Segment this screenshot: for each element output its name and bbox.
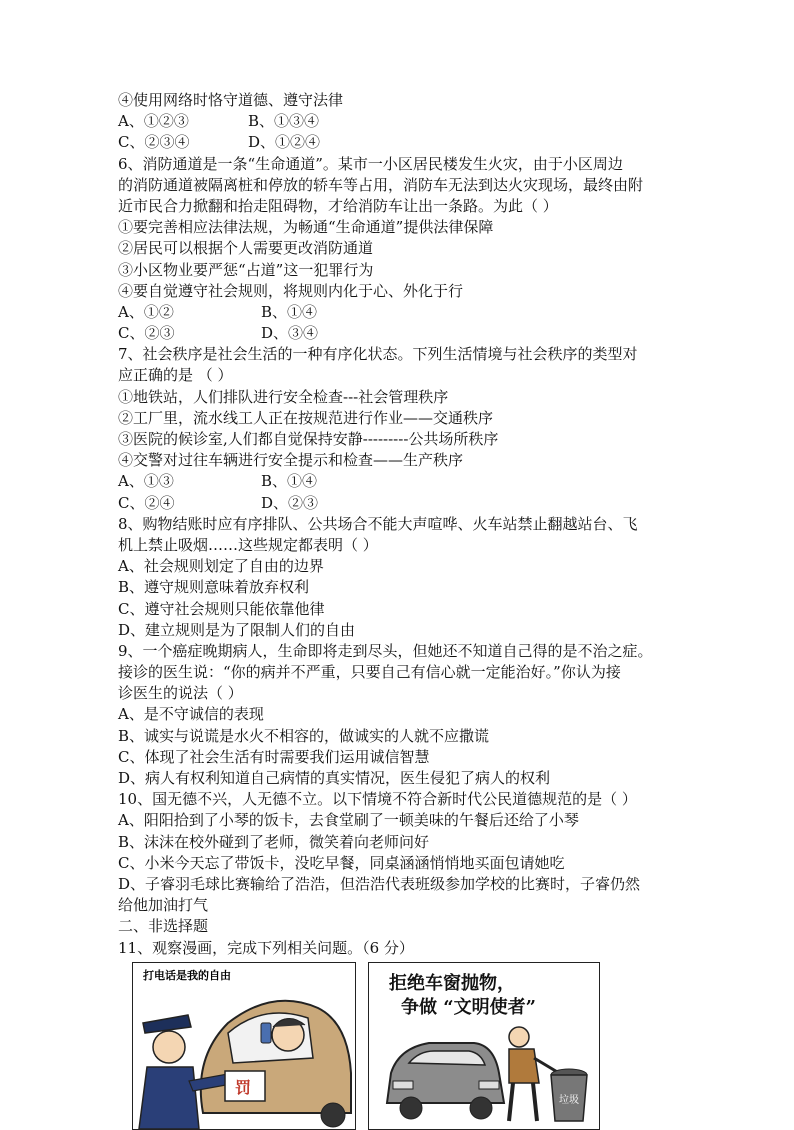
comic-no-littering-illustration — [369, 963, 599, 1129]
text-line: ③小区物业要严惩“占道”这一犯罪行为 — [118, 260, 374, 279]
option-choice: A、①③ — [118, 472, 174, 491]
text-line: B、沫沫在校外碰到了老师，微笑着向老师问好 — [118, 832, 430, 851]
option-choice: C、②③ — [118, 324, 175, 343]
text-line: ①地铁站，人们排队进行安全检查---社会管理秩序 — [118, 387, 449, 406]
text-line: 的消防通道被隔离桩和停放的轿车等占用，消防车无法到达火灾现场，最终由附 — [118, 175, 644, 194]
text-line: A、阳阳拾到了小琴的饭卡，去食堂刷了一顿美味的午餐后还给了小琴 — [118, 811, 579, 830]
comic-phone-driving — [132, 962, 356, 1130]
option-choice: D、②③ — [261, 493, 319, 512]
comic-no-littering — [368, 962, 600, 1130]
text-line: 给他加油打气 — [118, 896, 209, 915]
text-line: B、遵守规则意味着放弃权利 — [118, 578, 310, 597]
text-line: 10、国无德不兴，人无德不立。以下情境不符合新时代公民道德规范的是（ ） — [118, 790, 637, 809]
comic-right-caption-line2: 争做 “文明使者” — [401, 997, 536, 1018]
comic-right-caption-line1: 拒绝车窗抛物， — [389, 973, 515, 994]
text-line: ④交警对过往车辆进行安全提示和检查——生产秩序 — [118, 451, 464, 470]
fine-ticket-text: 罚 — [235, 1080, 252, 1097]
text-line: C、遵守社会规则只能依靠他律 — [118, 599, 325, 618]
comic-phone-driving-illustration — [133, 963, 355, 1129]
text-line: C、小米今天忘了带饭卡，没吃早餐，同桌涵涵悄悄地买面包请她吃 — [118, 853, 565, 872]
option-choice: D、③④ — [261, 324, 319, 343]
text-line: 6、消防通道是一条“生命通道”。某市一小区居民楼发生火灾，由于小区周边 — [118, 154, 623, 173]
option-row — [118, 323, 698, 344]
option-choice: D、①②④ — [248, 133, 321, 152]
option-choice: B、①④ — [261, 472, 318, 491]
text-line: 9、一个癌症晚期病人，生命即将走到尽头，但她还不知道自己得的是不治之症。 — [118, 641, 653, 660]
text-line: ③医院的候诊室,人们都自觉保持安静---------公共场所秩序 — [118, 430, 499, 448]
text-line: D、建立规则是为了限制人们的自由 — [118, 620, 356, 639]
option-row — [118, 132, 698, 153]
text-line: D、病人有权利知道自己病情的真实情况，医生侵犯了病人的权利 — [118, 769, 551, 787]
text-line: B、诚实与说谎是水火不相容的，做诚实的人就不应撒谎 — [118, 726, 490, 745]
text-line: 近市民合力掀翻和抬走阻碍物，才给消防车让出一条路。为此（ ） — [118, 196, 558, 215]
text-line: D、子睿羽毛球比赛输给了浩浩，但浩浩代表班级参加学校的比赛时，子睿仍然 — [118, 874, 641, 893]
option-choice: B、①③④ — [248, 112, 320, 131]
text-line: 诊医生的说法（ ） — [118, 684, 243, 703]
text-line: ①要完善相应法律法规，为畅通“生命通道”提供法律保障 — [118, 218, 494, 237]
text-line: A、社会规则划定了自由的边界 — [118, 557, 324, 576]
text-line: 7、社会秩序是社会生活的一种有序化状态。下列生活情境与社会秩序的类型对 — [118, 345, 638, 364]
option-choice: C、②③④ — [118, 133, 190, 152]
text-line: ④要自觉遵守社会规则，将规则内化于心、外化于行 — [118, 281, 464, 300]
man-head-icon — [509, 1027, 529, 1047]
text-line: A、是不守诚信的表现 — [118, 705, 264, 724]
trash-bin-label: 垃圾 — [559, 1095, 579, 1106]
text-line: ④使用网络时恪守道德、遵守法律 — [118, 91, 344, 109]
text-line: ②工厂里，流水线工人正在按规范进行作业——交通秩序 — [118, 408, 494, 427]
option-row — [118, 302, 698, 323]
option-choice: B、①④ — [261, 302, 318, 321]
option-row — [118, 471, 698, 492]
comics-area — [130, 962, 600, 1130]
police-face-icon — [153, 1031, 185, 1063]
option-row — [118, 493, 698, 514]
text-line: 应正确的是 （ ） — [118, 366, 233, 385]
text-line: 8、购物结账时应有序排队、公共场合不能大声喧哗、火车站禁止翻越站台、飞 — [118, 514, 638, 533]
option-row — [118, 111, 698, 132]
text-line: ②居民可以根据个人需要更改消防通道 — [118, 239, 374, 258]
option-choice: A、①② — [118, 302, 174, 321]
text-line: 机上禁止吸烟……这些规定都表明（ ） — [118, 535, 378, 554]
police-uniform-icon — [139, 1067, 199, 1129]
text-line: C、体现了社会生活有时需要我们运用诚信智慧 — [118, 747, 430, 766]
option-choice: A、①②③ — [118, 112, 189, 131]
text-line: 二、非选择题 — [118, 917, 209, 936]
mobile-phone-icon — [261, 1023, 271, 1043]
man-body-icon — [509, 1049, 539, 1083]
text-line: 11、观察漫画，完成下列相关问题。（6 分） — [118, 938, 414, 957]
police-cap-icon — [143, 1015, 191, 1033]
text-line: 接诊的医生说：“你的病并不严重，只要自己有信心就一定能治好。”你认为接 — [118, 663, 621, 682]
option-choice: C、②④ — [118, 493, 175, 512]
comic-left-caption: 打电话是我的自由 — [143, 970, 231, 982]
exam-page — [118, 90, 698, 959]
